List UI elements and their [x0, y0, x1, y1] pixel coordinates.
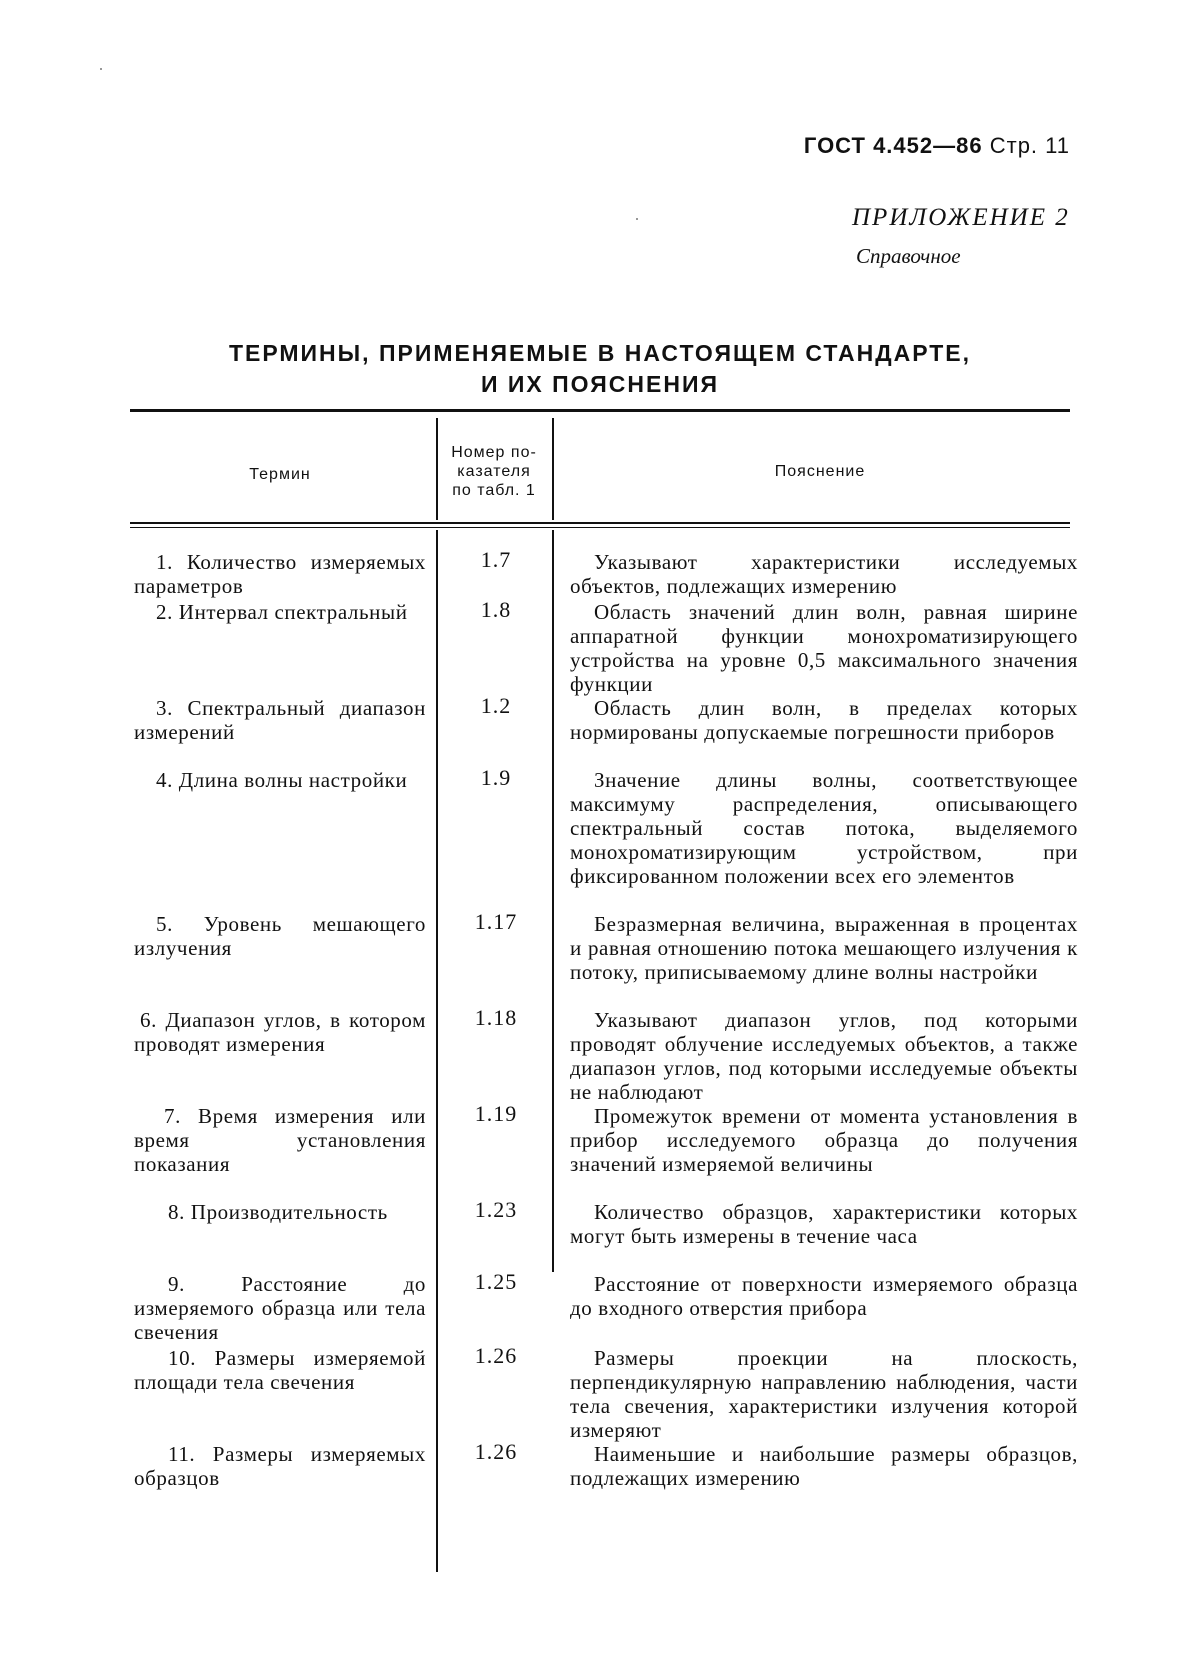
table-header-rule	[130, 522, 1070, 524]
document-title	[130, 338, 1070, 400]
column-divider-2	[552, 418, 554, 520]
explanation-cell: Наименьшие и наибольшие размеры образцов, подлежащих измерению	[570, 1442, 1078, 1490]
term-cell: 2. Интервал спектральный	[156, 600, 408, 624]
explanation-cell: Расстояние от поверхности измеряемого образца до входного отверстия прибора	[570, 1272, 1078, 1320]
number-cell: 1.8	[480, 597, 512, 622]
header-explanation: Пояснение	[774, 463, 866, 480]
explanation-cell: Указывают характеристики исследуемых объектов, подлежащих измерению	[570, 550, 1078, 598]
number-cell: 1.26	[474, 1439, 518, 1464]
header-number-line-2: казателя	[457, 463, 531, 480]
explanation-cell: Область значений длин волн, равная ширине аппаратной функции монохроматизирующего устройства на уровне 0,5 максимального значения функции	[570, 600, 1078, 696]
number-cell: 1.19	[474, 1101, 518, 1126]
explanation-cell: Количество образцов, характеристики которых могут быть измерены в течение часа	[570, 1200, 1078, 1248]
scan-speck	[100, 68, 102, 70]
term-cell: 9. Расстояние до измеряемого образца или тела свечения	[134, 1272, 426, 1344]
number-cell: 1.18	[474, 1005, 518, 1030]
page-number: Стр. 11	[989, 133, 1070, 158]
title-line-1: ТЕРМИНЫ, ПРИМЕНЯЕМЫЕ В НАСТОЯЩЕМ СТАНДАРТЕ,	[228, 340, 972, 366]
standard-number: ГОСТ 4.452—86	[803, 133, 983, 158]
explanation-cell: Безразмерная величина, выраженная в процентах и равная отношению потока мешающего излучения к потоку, приписываемому длине волны настройки	[570, 912, 1078, 984]
appendix-subtitle: Справочное	[856, 244, 961, 268]
table-top-rule	[130, 409, 1070, 412]
header-term: Термин	[249, 466, 311, 483]
title-line-2: И ИХ ПОЯСНЕНИЯ	[480, 371, 720, 397]
explanation-cell: Указывают диапазон углов, под которыми проводят облучение исследуемых объектов, а также диапазон углов, под которыми исследуемые объекты не наблюдают	[570, 1008, 1078, 1104]
explanation-cell: Значение длины волны, соответствующее максимуму распределения, описывающего спектральный состав потока, выделяемого монохроматизирующим устройством, при фиксированном положении всех его элементов	[570, 768, 1078, 888]
header-number-line-3: по табл. 1	[452, 482, 536, 499]
table-header-rule-thin	[130, 527, 1070, 528]
number-cell: 1.23	[474, 1197, 518, 1222]
column-divider-1-body	[436, 530, 438, 1572]
number-cell: 1.26	[474, 1343, 518, 1368]
page-header	[804, 133, 1070, 159]
appendix-title: ПРИЛОЖЕНИЕ 2	[852, 204, 1070, 231]
header-number	[438, 443, 550, 500]
scan-speck	[636, 218, 638, 220]
number-cell: 1.7	[480, 547, 512, 572]
header-number-line-1: Номер по-	[451, 444, 537, 461]
number-cell: 1.25	[474, 1269, 518, 1294]
term-cell: 6. Диапазон углов, в котором проводят измерения	[134, 1008, 426, 1056]
number-cell: 1.9	[480, 765, 512, 790]
term-cell: 11. Размеры измеряемых образцов	[134, 1442, 426, 1490]
explanation-cell: Промежуток времени от момента установления в прибор исследуемого образца до получения значений измеряемой величины	[570, 1104, 1078, 1176]
explanation-cell: Размеры проекции на плоскость, перпендикулярную направлению наблюдения, части тела свечения, характеристики излучения которой измеряют	[570, 1346, 1078, 1442]
number-cell: 1.2	[480, 693, 512, 718]
term-cell: 3. Спектральный диапазон измерений	[134, 696, 426, 744]
explanation-cell: Область длин волн, в пределах которых нормированы допускаемые погрешности приборов	[570, 696, 1078, 744]
term-cell: 7. Время измерения или время установления показания	[134, 1104, 426, 1176]
term-cell: 1. Количество измеряемых параметров	[134, 550, 426, 598]
term-cell: 5. Уровень мешающего излучения	[134, 912, 426, 960]
column-divider-2-body	[552, 530, 554, 1272]
term-cell: 10. Размеры измеряемой площади тела свечения	[134, 1346, 426, 1394]
term-cell: 8. Производительность	[168, 1200, 388, 1224]
term-cell: 4. Длина волны настройки	[156, 768, 408, 792]
number-cell: 1.17	[474, 909, 518, 934]
